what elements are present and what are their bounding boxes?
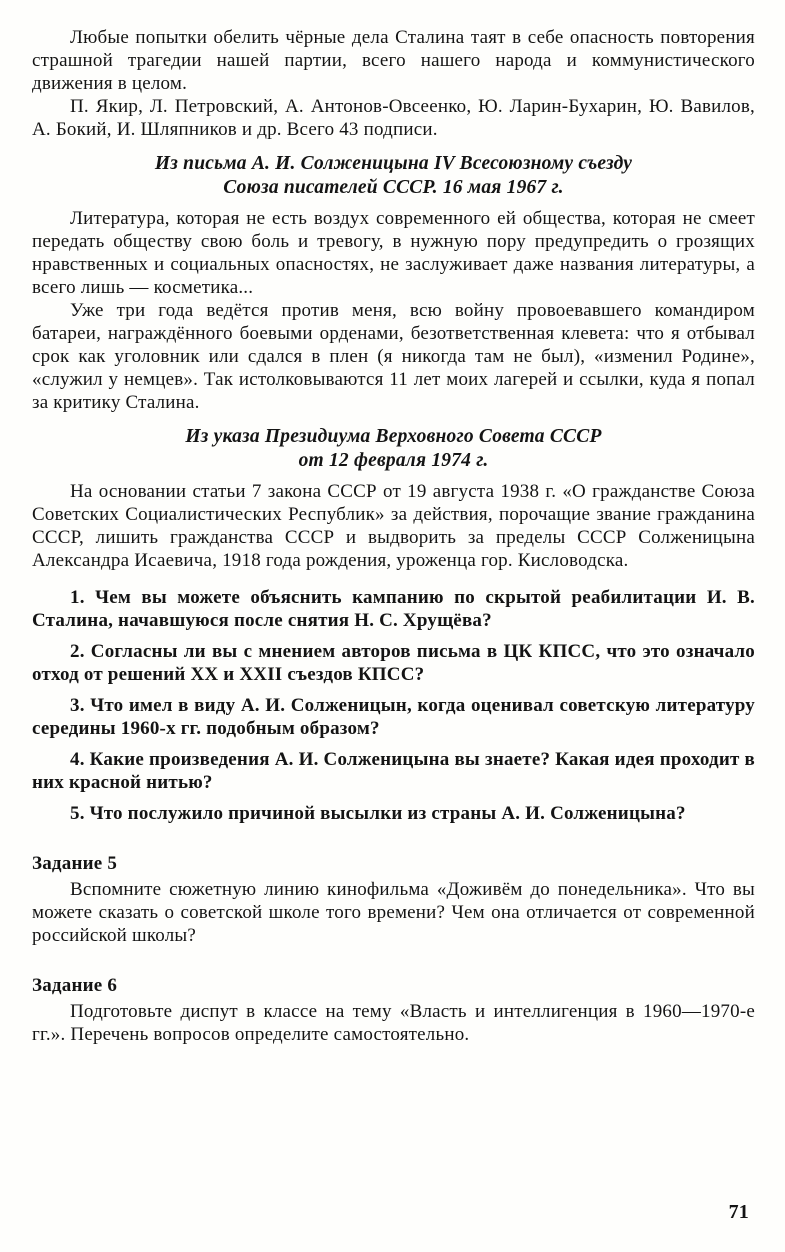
paragraph-decree: На основании статьи 7 закона СССР от 19 августа 1938 г. «О гражданстве Союза Советских Социалистических Республик» за действия, порочащие звание гражданина СССР, лишить гражданства СССР и выдворить за пределы СССР Солженицына Александра Исаевича, 1918 года рождения, уроженца гор. Кисловодска. (32, 481, 755, 571)
page-number: 71 (728, 1201, 749, 1223)
section-heading-decree (32, 425, 755, 473)
paragraph-literature: Литература, которая не есть воздух современного ей общества, которая не смеет передать обществу свою боль и тревогу, в нужную пору предупредить о грозящих нравственных и социальных опасностях, не заслуживает даже названия литературы, а всего лишь — косметика... (32, 208, 755, 298)
questions-block (32, 586, 755, 825)
question-5: 5. Что послужило причиной высылки из страны А. И. Солженицына? (70, 803, 686, 824)
paragraph-stalin-quote: Любые попытки обелить чёрные дела Сталина таят в себе опасность повторения страшной трагедии нашей партии, всего нашего народа и коммунистического движения в целом. (32, 27, 755, 94)
task-6-text: Подготовьте диспут в классе на тему «Власть и интеллигенция в 1960—1970-е гг.». Перечень вопросов определите самостоятельно. (32, 1001, 755, 1045)
heading-line-2: Союза писателей СССР. 16 мая 1967 г. (223, 177, 564, 198)
paragraph-slander: Уже три года ведётся против меня, всю войну провоевавшего командиром батареи, награждённого боевыми орденами, безответственная клевета: что я отбывал срок как уголовник или сдался в плен (я никогда там не был), «изменил Родине», «служил у немцев». Так истолковываются 11 лет моих лагерей и ссылки, куда я попал за критику Сталина. (32, 300, 755, 413)
task-5-text: Вспомните сюжетную линию кинофильма «Доживём до понедельника». Что вы можете сказать о советской школе того времени? Чем она отличается от современной российской школы? (32, 879, 755, 946)
section-heading-solzhenitsyn-letter (32, 152, 755, 200)
task-6-title: Задание 6 (32, 975, 118, 996)
heading-line-1: Из указа Президиума Верховного Совета СССР (185, 426, 602, 447)
heading-line-1: Из письма А. И. Солженицына IV Всесоюзному съезду (154, 153, 633, 174)
paragraph-signatories: П. Якир, Л. Петровский, А. Антонов-Овсеенко, Ю. Ларин-Бухарин, Ю. Вавилов, А. Бокий, И. Шляпников и др. Всего 43 подписи. (32, 96, 755, 140)
question-4: 4. Какие произведения А. И. Солженицына вы знаете? Какая идея проходит в них красной нитью? (32, 749, 755, 793)
heading-line-2: от 12 февраля 1974 г. (298, 450, 489, 471)
question-3: 3. Что имел в виду А. И. Солженицын, когда оценивал советскую литературу середины 1960-х гг. подобным образом? (32, 695, 755, 739)
question-1: 1. Чем вы можете объяснить кампанию по скрытой реабилитации И. В. Сталина, начавшуюся после снятия Н. С. Хрущёва? (32, 587, 755, 631)
task-5-title: Задание 5 (32, 853, 118, 874)
question-2: 2. Согласны ли вы с мнением авторов письма в ЦК КПСС, что это означало отход от решений XX и XXII съездов КПСС? (32, 641, 755, 685)
